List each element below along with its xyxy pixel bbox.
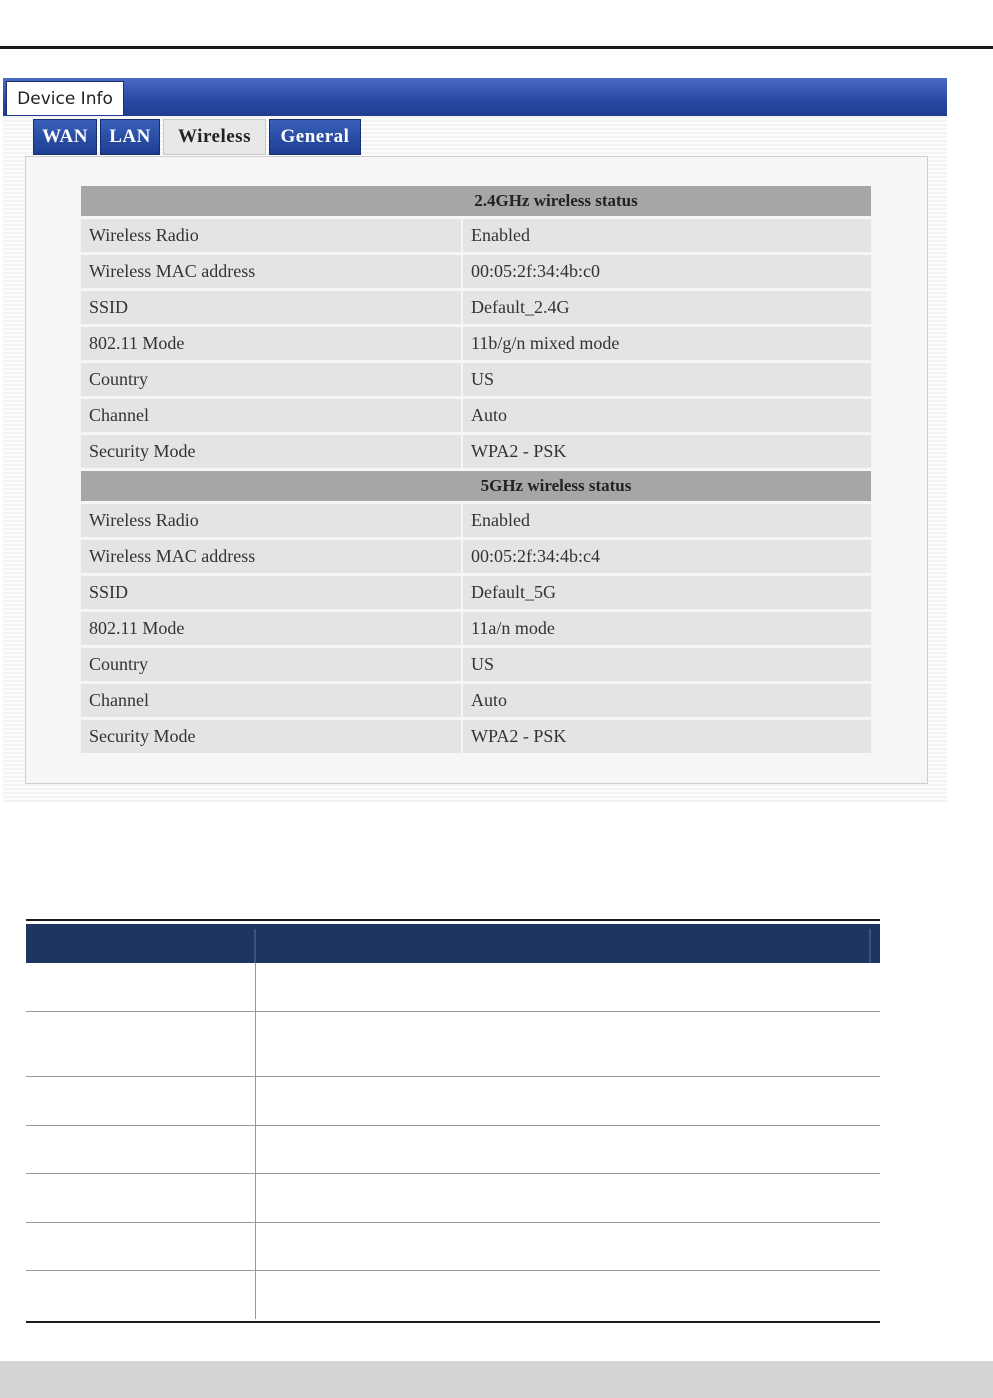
row-label: Channel <box>81 399 461 432</box>
section-header-5ghz <box>81 471 871 501</box>
row-value: 00:05:2f:34:4b:c0 <box>463 255 871 288</box>
table-row <box>81 399 871 432</box>
row-value: Auto <box>463 399 871 432</box>
tab-general[interactable]: General <box>269 119 361 155</box>
page-footer-bar <box>0 1361 993 1398</box>
row-label: Country <box>81 648 461 681</box>
row-label: Channel <box>81 684 461 717</box>
table-row <box>81 363 871 396</box>
table-row <box>81 684 871 717</box>
tab-lan[interactable]: LAN <box>100 119 160 155</box>
column-divider <box>255 1223 256 1270</box>
column-divider <box>255 1012 256 1076</box>
row-value: 00:05:2f:34:4b:c4 <box>463 540 871 573</box>
row-label: Country <box>81 363 461 396</box>
device-info-panel <box>3 78 947 802</box>
header-divider <box>254 929 256 963</box>
row-label: Wireless Radio <box>81 219 461 252</box>
row-value: 11a/n mode <box>463 612 871 645</box>
table-row <box>26 1223 880 1271</box>
row-label: Security Mode <box>81 720 461 753</box>
table-row <box>26 1174 880 1223</box>
panel-header-bar <box>3 78 947 116</box>
row-value: Auto <box>463 684 871 717</box>
row-label: 802.11 Mode <box>81 612 461 645</box>
section-title: 5GHz wireless status <box>480 476 632 495</box>
table-row <box>26 1077 880 1126</box>
row-value: WPA2 - PSK <box>463 435 871 468</box>
section-title: 2.4GHz wireless status <box>474 191 638 210</box>
wireless-status-table <box>81 186 871 756</box>
row-value: Enabled <box>463 504 871 537</box>
table-row <box>26 1271 880 1319</box>
row-label: Wireless MAC address <box>81 540 461 573</box>
column-divider <box>255 963 256 1011</box>
row-label: 802.11 Mode <box>81 327 461 360</box>
row-value: Enabled <box>463 219 871 252</box>
header-divider <box>869 929 871 963</box>
row-label: Security Mode <box>81 435 461 468</box>
table-row <box>81 291 871 324</box>
column-divider <box>255 1126 256 1173</box>
row-value: US <box>463 363 871 396</box>
table-row <box>81 435 871 468</box>
page-top-rule <box>0 46 993 49</box>
table-top-rule <box>26 919 880 921</box>
tab-wireless[interactable]: Wireless <box>163 119 266 155</box>
table-header <box>26 924 880 963</box>
table-row <box>81 327 871 360</box>
table-row <box>81 219 871 252</box>
table-row <box>81 720 871 753</box>
description-table <box>26 919 880 1323</box>
table-row <box>81 612 871 645</box>
table-row <box>81 540 871 573</box>
row-label: Wireless MAC address <box>81 255 461 288</box>
column-divider <box>255 1077 256 1125</box>
row-value: US <box>463 648 871 681</box>
row-value: Default_2.4G <box>463 291 871 324</box>
row-label: SSID <box>81 291 461 324</box>
row-value: Default_5G <box>463 576 871 609</box>
table-row <box>81 648 871 681</box>
table-row <box>81 504 871 537</box>
tab-wan[interactable]: WAN <box>33 119 97 155</box>
row-value: 11b/g/n mixed mode <box>463 327 871 360</box>
row-value: WPA2 - PSK <box>463 720 871 753</box>
table-row <box>81 255 871 288</box>
device-info-tab[interactable]: Device Info <box>6 81 124 115</box>
column-divider <box>255 1271 256 1319</box>
sub-tabs <box>33 119 361 155</box>
table-bottom-rule <box>26 1321 880 1323</box>
section-header-24ghz <box>81 186 871 216</box>
row-label: SSID <box>81 576 461 609</box>
table-row <box>81 576 871 609</box>
table-row <box>26 1126 880 1174</box>
table-row <box>26 963 880 1012</box>
row-label: Wireless Radio <box>81 504 461 537</box>
table-row <box>26 1012 880 1077</box>
column-divider <box>255 1174 256 1222</box>
